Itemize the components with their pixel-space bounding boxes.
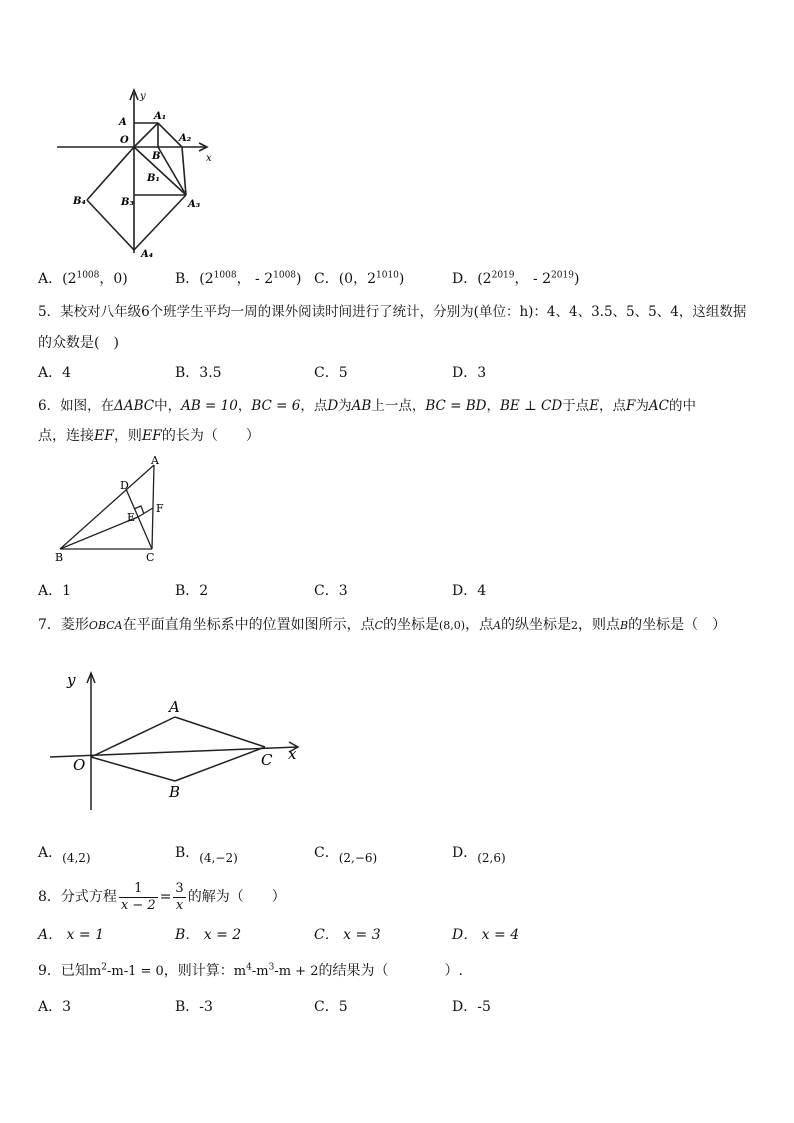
q6-label-A: A [151, 454, 159, 467]
q8-option-c[interactable]: C． x = 3 [314, 927, 381, 943]
fig4-label-B4: B₄ [73, 196, 86, 207]
q7-label-A: A [169, 698, 180, 716]
fig4-label-O: O [120, 135, 129, 146]
q9-line: 9．已知$m^2-m-1 = 0$，则计算：$m^4-m^3-m + 2$的结果为（ ）. [38, 962, 463, 979]
q7-line1: 7．菱形OBCA在平面直角坐标系中的位置如图所示，点C的坐标是(8,0)，点A的纵坐标是2，则点B的坐标是（ ） [38, 617, 727, 633]
q5-option-a[interactable]: A．4 [38, 365, 72, 381]
fig4-label-A1: A₁ [154, 111, 167, 122]
fig4-label-A2: A₂ [179, 133, 192, 144]
q7-figure [45, 665, 310, 815]
q6-label-B: B [55, 551, 64, 564]
q7-option-a[interactable]: A．(4,2) [38, 845, 91, 865]
q6-option-c[interactable]: C．3 [314, 583, 348, 599]
q7-option-d[interactable]: D．(2,6) [452, 845, 506, 865]
q8-option-a[interactable]: A． x = 1 [38, 927, 104, 943]
q6-line2: 点，连接EF，则EF的长为（ ） [38, 428, 260, 444]
q6-option-a[interactable]: A．1 [38, 583, 72, 599]
q6-label-D: D [120, 479, 129, 492]
q7-label-O: O [73, 756, 86, 774]
fig4-label-A3: A₃ [188, 199, 201, 210]
q5-option-b[interactable]: B．3.5 [175, 365, 222, 381]
q6-option-d[interactable]: D．4 [452, 583, 487, 599]
q7-option-c[interactable]: C．(2,−6) [314, 845, 378, 865]
fig4-label-x: x [206, 153, 212, 164]
q4-figure [55, 85, 225, 265]
q9-option-b[interactable]: B．-3 [175, 999, 213, 1015]
q8-option-b[interactable]: B． x = 2 [175, 927, 242, 943]
q6-figure [50, 453, 175, 568]
fig4-label-y: y [140, 91, 146, 102]
q5-line2: 的众数是( ) [38, 335, 119, 351]
q9-option-a[interactable]: A．3 [38, 999, 72, 1015]
q7-label-y: y [67, 671, 76, 689]
q4-option-a[interactable]: A．($2^{1008}$，0) [38, 270, 128, 287]
q8-fraction-2: $\frac{3}{x}$ [175, 880, 184, 913]
fig4-label-A: A [119, 117, 127, 128]
q4-option-c[interactable]: C．(0，$2^{1010}$) [314, 270, 405, 287]
q8-option-d[interactable]: D． x = 4 [452, 927, 520, 943]
q8-line: 8．分式方程 $\frac{1}{x - 2}$ = $\frac{3}{x}$ 的解为（ ） [38, 880, 286, 913]
q9-option-d[interactable]: D．-5 [452, 999, 491, 1015]
q5-option-d[interactable]: D．3 [452, 365, 487, 381]
q4-option-d[interactable]: D．($2^{2019}$， - $2^{2019}$) [452, 270, 580, 287]
q5-line1: 5．某校对八年级6个班学生平均一周的课外阅读时间进行了统计，分别为(单位：h)：4、4、3.5、5、5、4，这组数据 [38, 304, 747, 320]
q6-label-E: E [127, 511, 136, 524]
fig4-label-B3: B₃ [121, 197, 134, 208]
q9-option-c[interactable]: C．5 [314, 999, 348, 1015]
q8-fraction-1: $\frac{1}{x - 2}$ [120, 880, 156, 913]
q6-line1: 6．如图，在ΔABC中，AB = 10，BC = 6，点D为AB上一点，BC = BD，BE ⊥ CD于点E，点F为AC的中 [38, 398, 697, 414]
q7-label-C: C [261, 751, 273, 769]
q5-option-c[interactable]: C．5 [314, 365, 348, 381]
fig4-label-B1: B₁ [147, 173, 160, 184]
fig4-label-B: B [152, 151, 161, 162]
q4-option-b[interactable]: B．($2^{1008}$， - $2^{1008}$) [175, 270, 302, 287]
q7-label-x: x [288, 745, 297, 763]
fig4-label-A4: A₄ [141, 249, 154, 260]
q6-label-C: C [146, 551, 155, 564]
q6-option-b[interactable]: B．2 [175, 583, 209, 599]
q6-label-F: F [156, 502, 164, 515]
q7-label-B: B [169, 783, 181, 801]
q7-option-b[interactable]: B．(4,−2) [175, 845, 238, 865]
